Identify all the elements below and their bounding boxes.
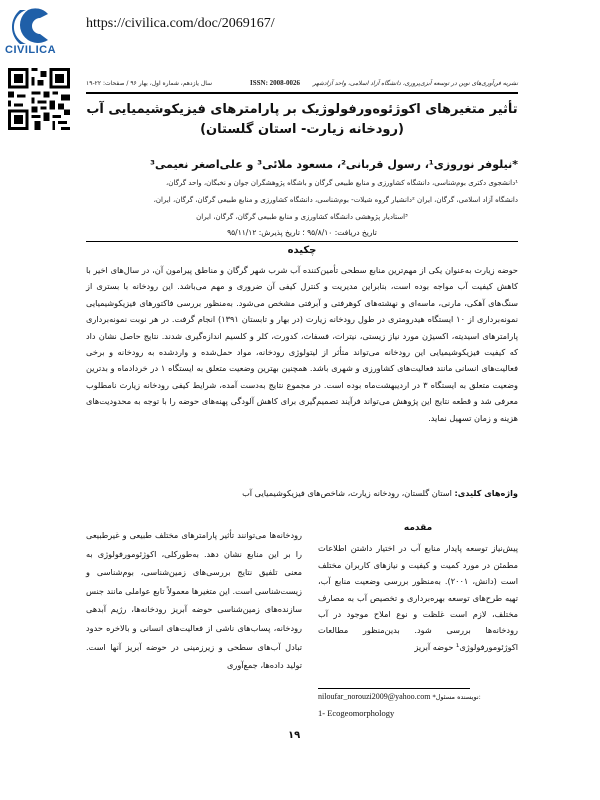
affiliation-3: ³استادیار پژوهشی دانشگاه کشاورزی و منابع طبیعی گرگان، گرگان، ایران — [196, 213, 408, 221]
qr-code-icon — [8, 66, 70, 132]
keywords-text: استان گلستان، رودخانه زیارت، شاخص‌های فیزیکوشیمیایی آب — [242, 488, 455, 498]
intro-left-column: رودخانه‌ها می‌توانند تأثیر پارامترهای مختلف طبیعی و غیرطبیعی را بر این منابع نشان دهد. به‌طورکلی، اکوژئومورفولوژی به معنی تلفیق نتایج بررسی‌های زمین‌شناسی، بوم‌شناسی و زیست‌شناسی است. این متغیرها معمولاً تابع عواملی مانند جنس سازنده‌های زمین‌شناسی حوضه آبریز رودخانه‌ها، رژیم آبدهی رودخانه، پساب‌های ناشی از فعالیت‌های انسانی و بالاخره حدود تبادل آب‌های سطحی و زیرزمینی در حوضه آبریز آنها است. تولید داده‌ها، جمع‌آوری — [86, 530, 302, 671]
issue-pages: سال یازدهم، شماره اول، بهار ۹۶ / صفحات: ۲۲-۱۹ — [86, 80, 213, 87]
abstract-rule — [86, 241, 518, 242]
journal-name: نشریه فن‌آوری‌های نوین در توسعه آبزی‌پروری، دانشگاه آزاد اسلامی، واحد آزادشهر — [312, 80, 518, 87]
authors: *نیلوفر نوروزی¹، رسول قربانی²، مسعود ملائی³ و علی‌اصغر نعیمی³ — [150, 158, 518, 171]
abstract-text: حوضه زیارت به‌عنوان یکی از مهم‌ترین منابع سطحی تأمین‌کننده آب شرب شهر گرگان و مناطق پیرامون آن، در سال‌های اخیر با کاهش کیفیت آب مواجه بوده است، بنابراین مدیریت و کنترل کیفی آن ضروری و مهم می‌باشد. این رودخانه با بستری از سنگ‌های آهکی، مارنی، ماسه‌ای و نهشته‌های کوهرفتی و آبرفتی مشخص می‌شود. به‌منظور بررسی فاکتورهای فیزیکوشیمیایی نمونه‌برداری از ۱۰ ایستگاه هیدرومتری در طول رودخانه زیارت (در بهار و تابستان ۱۳۹۱) انجام گرفت. در هر نوبت نمونه‌برداری پارامترهای اسیدیته، اکسیژن مورد نیاز زیستی، نیترات، فسفات، کدورت، کلر و کلسیم اندازه‌گیری شدند. نتایج حاصل نشان داد که کیفیت فیزیکوشیمیایی این رودخانه می‌تواند متأثر از لیتولوژی رودخانه، مواد حمل‌شده و واردشده به رودخانه و برخی فعالیت‌های انسانی مانند فعالیت‌های کشاورزی و شهری باشد. همچنین بهترین وضعیت متعلق به ایستگاه ۱ در خردادماه و بدترین وضعیت متعلق به ایستگاه ۳ در اردیبهشت‌ماه بوده است. در مجموع نتایج به‌دست آمده، شرایط کیفی رودخانه زیارت نامطلوب معرفی شد و قطعه نتایج این پژوهش می‌تواند فرآیند تصمیم‌گیری برای کاهش آلودگی پهنه‌های حوضه را با توجه به محدودیت‌های هزینه و زمان تسهیل نماید. — [86, 265, 519, 423]
document-url-link[interactable]: https://civilica.com/doc/2069167/ — [86, 16, 275, 31]
footnote-1: 1- Ecogeomorphology — [318, 708, 395, 718]
corresponding-email[interactable]: niloufar_norouzi2009@yahoo.com — [318, 692, 431, 701]
received-accepted-dates: تاریخ دریافت: ۹۵/۸/۱۰ ؛ تاریخ پذیرش: ۹۵/۱۱/۱۲ — [227, 228, 377, 237]
keywords — [86, 488, 518, 498]
logo-text: CIVILICA — [5, 44, 57, 56]
paper-title: تأثیر متغیرهای اکوژئوەورفولوژیک بر پارامترهای فیزیکوشیمیایی آب (رودخانه زیارت- استان گلستان) — [86, 102, 518, 137]
corresponding-label: *نویسنده مسئول: — [432, 693, 481, 701]
abstract-heading: چکیده — [287, 245, 317, 256]
intro-right-text: پیش‌نیاز توسعه پایدار منابع آب در اختیار داشتن اطلاعات مطمئن در مورد کمیت و کیفیت و نیازهای کاربران مختلف است (دانش، ۲۰۰۱). به‌منظور بررسی وضعیت منابع آب، تهیه طرح‌های توسعه بهره‌برداری و تخصیص آب به مصارف مختلف، لازم است غلظت و نوع املاح موجود در آب رودخانه‌ها بررسی شود. بدین‌منظور مطالعات اکوژئومورفولوژی¹ حوضه آبریز — [318, 543, 518, 652]
footnote-rule — [318, 688, 470, 689]
header-rule — [86, 92, 518, 94]
page-number: ۱۹ — [288, 730, 301, 741]
journal-header — [86, 74, 518, 92]
keywords-label: واژه‌های کلیدی: — [454, 488, 518, 498]
issn: ISSN: 2008-0026 — [250, 79, 300, 87]
affiliation-1: ¹دانشجوی دکتری بوم‌شناسی، دانشگاه کشاورزی و منابع طبیعی گرگان و باشگاه پژوهشگران جوان و نخبگان، واحد گرگان، — [166, 179, 518, 187]
affiliation-2: دانشگاه آزاد اسلامی، گرگان، ایران ²دانشیار گروه شیلات- بوم‌شناسی، دانشگاه کشاورزی و منابع طبیعی گرگان، گرگان، ایران، — [153, 196, 518, 204]
intro-right-column — [318, 520, 518, 655]
footnote-corresponding — [318, 692, 518, 701]
intro-heading: مقدمه — [403, 523, 433, 533]
